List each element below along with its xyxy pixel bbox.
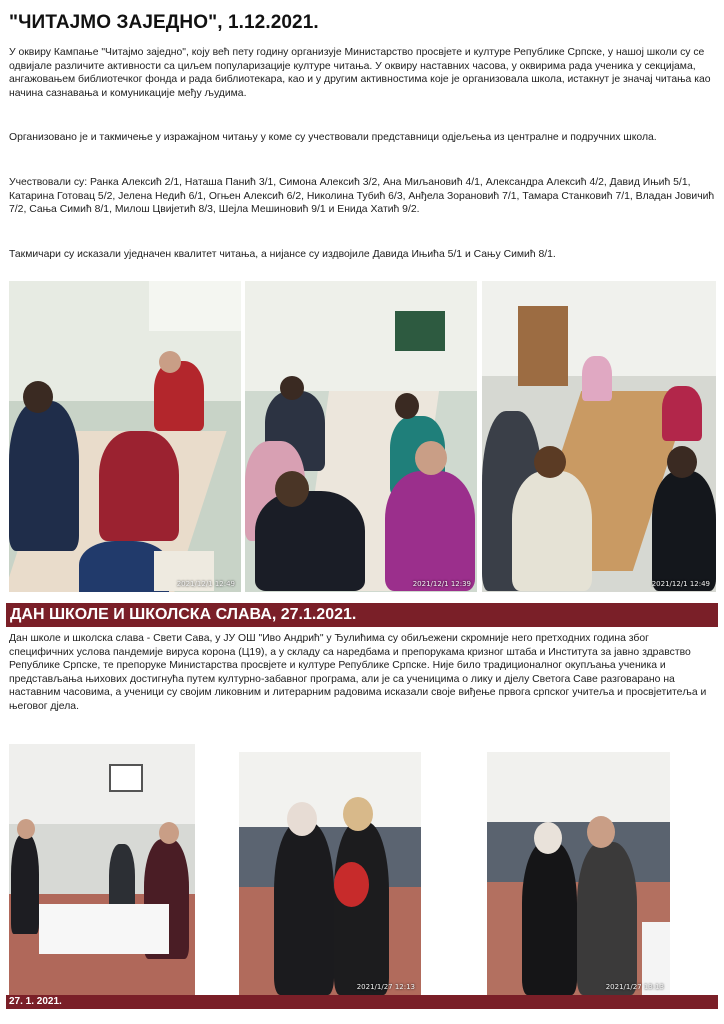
- reading-photo-2: [245, 281, 477, 592]
- section-banner: [6, 603, 718, 627]
- photo-timestamp: 2021/1/27 13:13: [605, 983, 664, 991]
- section-title-school-day: ДАН ШКОЛЕ И ШКОЛСКА СЛАВА, 27.1.2021.: [10, 606, 357, 623]
- competition-paragraph: Организовано је и такмичење у изражајном читању у коме су учествовали представници одјељења из централне и подручних школа.: [9, 132, 657, 143]
- participants-paragraph: Учествовали су: Ранка Алексић 2/1, Наташа Панић 3/1, Симона Алексић 3/2, Ана Миљановић 4/1, Александра Алексић 4/2, Давид Ињић 5/1, Катарина Готовац 5/2, Јелена Недић 6/1, Огњен Алексић 6/2, Николина Тубић 6/3, Анђела Зорановић 7/1, Тамара Станковић 7/1, Владан Јовичић 7/2, Сања Симић 8/1, Милош Цвијетић 8/3, Шејла Мешиновић 9/1 и Енида Хатић 9/2.: [9, 177, 715, 216]
- photo-timestamp: 2021/12/1 12:49: [176, 580, 235, 588]
- footer-bar: [6, 995, 718, 1009]
- reading-photo-1: [9, 281, 241, 592]
- school-day-photo-3: [487, 752, 670, 995]
- intro-paragraph: У оквиру Кампање "Читајмо заједно", коју већ пету годину организује Министарство просвјете и културе Републике Српске, у нашој школи су се одвијале различите активности са циљем популаризације културе читања. У оквиру наставних часова, у оквирима рада ученика у секцијама, ангажовањем библиотечког фонда и рада библиотекара, као и у другим активностима које је организовала школа, истакнут је значај читања као начина сазнавања и комуникације међу људима.: [9, 47, 711, 99]
- photo-timestamp: 2021/1/27 12:13: [356, 983, 415, 991]
- section-title-reading-together: "ЧИТАЈМО ЗАЈЕДНО", 1.12.2021.: [9, 12, 319, 33]
- school-day-photo-2: [239, 752, 421, 995]
- school-day-photo-1: [9, 744, 195, 995]
- photo-timestamp: 2021/12/1 12:49: [651, 580, 710, 588]
- photo-timestamp: 2021/12/1 12:39: [412, 580, 471, 588]
- footer-date: 27. 1. 2021.: [9, 996, 62, 1007]
- results-paragraph: Такмичари су исказали уједначен квалитет читања, а нијансе су издвојиле Давида Ињића 5/1 и Сању Симић 8/1.: [9, 249, 556, 260]
- school-day-paragraph: Дан школе и школска слава - Свети Сава, у ЈУ ОШ "Иво Андрић" у Ђулићима су обиљежени скромније него претходних година због специфичних услова пандемије вируса корона (Ц19), а у складу са наредбама и препорукама кризног штаба и Института за јавно здравство Републике Српске, те препоруке Министарства просвјете и културе Републике Српске. Није било традиционалног окупљања ученика и представљања њихових достигнућа путем културно-забавног програма, али је са ученицима о лику и дјелу Светога Саве разговарано на наставним часовима, а ученици су својим ликовним и литерарним радовима исказали своје виђење првога српског учитеља и просвјетитеља и његовог дјела.: [9, 633, 707, 712]
- reading-photo-3: [482, 281, 716, 592]
